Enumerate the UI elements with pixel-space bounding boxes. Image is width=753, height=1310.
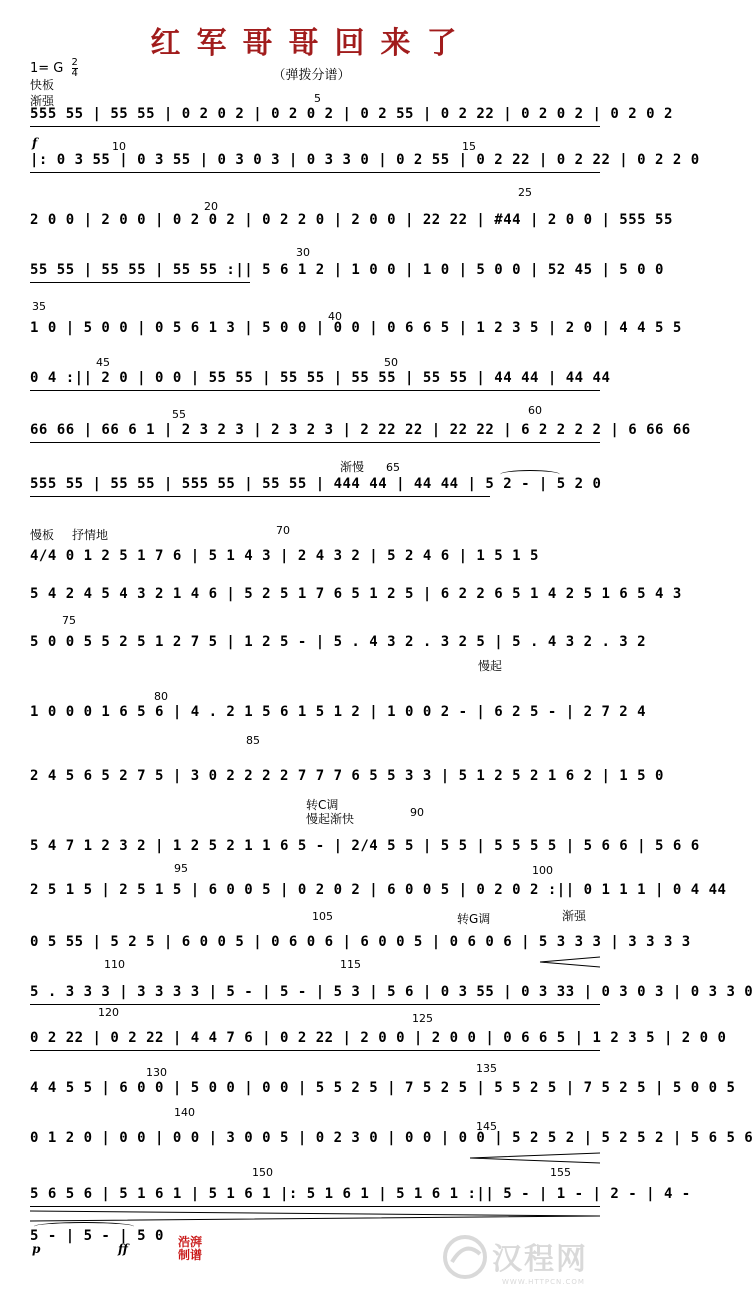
- score-row-3: 2 0 0 | 2 0 0 | 0 2 0 2 | 0 2 2 0 | 2 0 0 | 22 22 | #44 | 2 0 0 | 555 55: [30, 212, 673, 228]
- measure-number: 30: [296, 246, 310, 259]
- beam-line: [30, 1206, 600, 1207]
- signature-line-1: 浩湃: [178, 1235, 203, 1249]
- measure-number: 15: [462, 140, 476, 153]
- key-change-c: 转C调: [306, 798, 339, 812]
- measure-number: 55: [172, 408, 186, 421]
- expression-shuqing: 抒情地: [72, 528, 109, 542]
- score-row-8: 555 55 | 55 55 | 555 55 | 55 55 | 444 44 | 44 44 | 5 2 - | 5 2 0: [30, 476, 602, 492]
- score-row-21: 5 6 5 6 | 5 1 6 1 | 5 1 6 1 |: 5 1 6 1 | 5 1 6 1 :|| 5 - | 1 - | 2 - | 4 -: [30, 1186, 691, 1202]
- crescendo-hairpin: [470, 1152, 600, 1164]
- score-row-9: 4/4 0 1 2 5 1 7 6 | 5 1 4 3 | 2 4 3 2 | 5 2 4 6 | 1 5 1 5: [30, 548, 539, 564]
- measure-number: 10: [112, 140, 126, 153]
- score-row-14: 5 4 7 1 2 3 2 | 1 2 5 2 1 1 6 5 - | 2/4 5 5 | 5 5 | 5 5 5 5 | 5 6 6 | 5 6 6: [30, 838, 700, 854]
- score-row-22: 5 - | 5 - | 5 0: [30, 1228, 164, 1244]
- measure-number: 140: [174, 1106, 195, 1119]
- score-row-11: 5 0 0 5 5 2 5 1 2 7 5 | 1 2 5 - | 5 . 4 3 2 . 3 2 5 | 5 . 4 3 2 . 3 2: [30, 634, 647, 650]
- measure-number: 40: [328, 310, 342, 323]
- tie-slur: [34, 1222, 134, 1231]
- measure-number: 60: [528, 404, 542, 417]
- beam-line: [30, 390, 600, 391]
- measure-number: 80: [154, 690, 168, 703]
- score-row-10: 5 4 2 4 5 4 3 2 1 4 6 | 5 2 5 1 7 6 5 1 2 5 | 6 2 2 6 5 1 4 2 5 1 6 5 4 3: [30, 586, 682, 602]
- score-row-18: 0 2 22 | 0 2 22 | 4 4 7 6 | 0 2 22 | 2 0 0 | 2 0 0 | 0 6 6 5 | 1 2 3 5 | 2 0 0: [30, 1030, 727, 1046]
- time-top: 2: [71, 57, 78, 68]
- signature-line-2: 制谱: [178, 1248, 203, 1262]
- score-row-20: 0 1 2 0 | 0 0 | 0 0 | 3 0 0 5 | 0 2 3 0 | 0 0 | 0 0 | 5 2 5 2 | 5 2 5 2 | 5 6 5 6: [30, 1130, 753, 1146]
- measure-number: 70: [276, 524, 290, 537]
- score-row-1: 555 55 | 55 55 | 0 2 0 2 | 0 2 0 2 | 0 2 55 | 0 2 22 | 0 2 0 2 | 0 2 0 2: [30, 106, 673, 122]
- score-row-4: 55 55 | 55 55 | 55 55 :|| 5 6 1 2 | 1 0 0 | 1 0 | 5 0 0 | 52 45 | 5 0 0: [30, 262, 664, 278]
- measure-number: 45: [96, 356, 110, 369]
- decrescendo-hairpin: [30, 1210, 600, 1222]
- time-bottom: 4: [71, 68, 78, 79]
- measure-number: 75: [62, 614, 76, 627]
- score-row-16: 0 5 55 | 5 2 5 | 6 0 0 5 | 0 6 0 6 | 6 0 0 5 | 0 6 0 6 | 5 3 3 3 | 3 3 3 3: [30, 934, 691, 950]
- beam-line: [30, 126, 600, 127]
- watermark-brand: 汉程网: [492, 1242, 588, 1277]
- score-subtitle: （弹拨分谱）: [272, 68, 351, 83]
- dynamic-jianqiang: 渐强: [30, 94, 55, 108]
- measure-number: 20: [204, 200, 218, 213]
- tie-slur: [500, 470, 560, 479]
- score-row-6: 0 4 :|| 2 0 | 0 0 | 55 55 | 55 55 | 55 55 | 55 55 | 44 44 | 44 44: [30, 370, 611, 386]
- measure-number: 125: [412, 1012, 433, 1025]
- score-row-19: 4 4 5 5 | 6 0 0 | 5 0 0 | 0 0 | 5 5 2 5 | 7 5 2 5 | 5 5 2 5 | 7 5 2 5 | 5 0 0 5: [30, 1080, 736, 1096]
- score-row-2: |: 0 3 55 | 0 3 55 | 0 3 0 3 | 0 3 3 0 | 0 2 55 | 0 2 22 | 0 2 22 | 0 2 2 0: [30, 152, 700, 168]
- measure-number: 100: [532, 864, 553, 877]
- score-row-13: 2 4 5 6 5 2 7 5 | 3 0 2 2 2 2 7 7 7 6 5 5 3 3 | 5 1 2 5 2 1 6 2 | 1 5 0: [30, 768, 664, 784]
- measure-number: 90: [410, 806, 424, 819]
- dynamic-f: f: [32, 136, 38, 150]
- measure-number: 110: [104, 958, 125, 971]
- measure-number: 25: [518, 186, 532, 199]
- tempo-manqi: 慢起: [478, 659, 503, 673]
- measure-number: 85: [246, 734, 260, 747]
- beam-line: [30, 496, 490, 497]
- time-signature: [72, 58, 78, 79]
- dynamic-ff: ff: [118, 1242, 128, 1256]
- measure-number: 95: [174, 862, 188, 875]
- score-row-12: 1 0 0 0 1 6 5 6 | 4 . 2 1 5 6 1 5 1 2 | 1 0 0 2 - | 6 2 5 - | 2 7 2 4: [30, 704, 647, 720]
- measure-number: 150: [252, 1166, 273, 1179]
- tempo-manqi-jiankuai: 慢起渐快: [306, 812, 355, 826]
- measure-number: 130: [146, 1066, 167, 1079]
- beam-line: [30, 442, 600, 443]
- measure-number: 145: [476, 1120, 497, 1133]
- score-title: 红军哥哥回来了: [150, 26, 473, 61]
- measure-number: 50: [384, 356, 398, 369]
- beam-line: [30, 1004, 600, 1005]
- beam-line: [30, 282, 250, 283]
- site-watermark: [440, 1228, 610, 1298]
- arranger-signature: [178, 1236, 202, 1262]
- score-row-7: 66 66 | 66 6 1 | 2 3 2 3 | 2 3 2 3 | 2 22 22 | 22 22 | 6 2 2 2 2 | 6 66 66: [30, 422, 691, 438]
- dynamic-p: p: [32, 1242, 41, 1256]
- score-row-15: 2 5 1 5 | 2 5 1 5 | 6 0 0 5 | 0 2 0 2 | 6 0 0 5 | 0 2 0 2 :|| 0 1 1 1 | 0 4 44: [30, 882, 727, 898]
- measure-number: 65: [386, 461, 400, 474]
- beam-line: [30, 1050, 600, 1051]
- tempo-kuaiban: 快板: [30, 78, 55, 92]
- tempo-jianman: 渐慢: [340, 460, 365, 474]
- measure-number: 105: [312, 910, 333, 923]
- watermark-logo-icon: [440, 1232, 490, 1282]
- crescendo-hairpin-2: [540, 956, 600, 968]
- key-label: 1= G: [30, 61, 64, 76]
- measure-number: 35: [32, 300, 46, 313]
- measure-number: 135: [476, 1062, 497, 1075]
- key-change-g: 转G调: [457, 912, 491, 926]
- measure-number: 5: [314, 92, 321, 105]
- measure-number: 120: [98, 1006, 119, 1019]
- beam-line: [30, 172, 600, 173]
- watermark-url: WWW.HTTPCN.COM: [502, 1278, 585, 1286]
- tempo-manban: 慢板: [30, 528, 55, 542]
- measure-number: 115: [340, 958, 361, 971]
- measure-number: 155: [550, 1166, 571, 1179]
- dynamic-jianqiang-2: 渐强: [562, 909, 587, 923]
- score-row-17: 5 . 3 3 3 | 3 3 3 3 | 5 - | 5 - | 5 3 | 5 6 | 0 3 55 | 0 3 33 | 0 3 0 3 | 0 3 3 0: [30, 984, 753, 1000]
- score-row-5: 1 0 | 5 0 0 | 0 5 6 1 3 | 5 0 0 | 0 0 | 0 6 6 5 | 1 2 3 5 | 2 0 | 4 4 5 5: [30, 320, 682, 336]
